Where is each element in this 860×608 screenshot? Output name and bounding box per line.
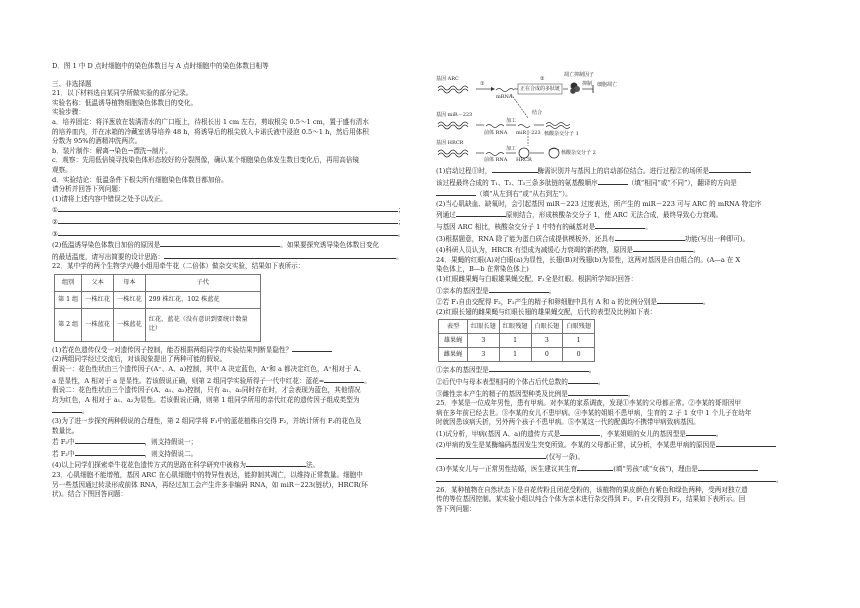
table-row <box>439 334 595 348</box>
table-header: 组别 <box>55 274 82 291</box>
answer-blank[interactable] <box>75 436 145 444</box>
hrcr-gene-label: 基因 HRCR <box>436 140 464 146</box>
table-header: 父本 <box>82 274 114 291</box>
q25-title: 25．李某是一位成年男性，患有甲病。对李某的家系调查，发现①李某的父母都正常。②李某的哥哥因甲 <box>436 399 742 408</box>
table-header: 红眼残翅 <box>499 320 531 334</box>
answer-blank[interactable] <box>456 209 506 217</box>
table-cell: 3 <box>468 334 500 348</box>
q22-line: (3)为了进一步探究两种假说的合理性，第 2 组同学将 F₁中的蓝花植株自交得 F₂，并统计所有 F₂的花色及 <box>52 417 362 426</box>
table-cell: 雄果蝇 <box>439 334 468 348</box>
answer-blank[interactable] <box>568 388 628 396</box>
q25-line: 。 <box>436 474 808 486</box>
q22-line: 假说一：花色性状由三个遗传因子(A⁺、A、a)控制，其中 A 决定蓝色，A⁺和 a 都决定红色，A⁺相对于 A、 <box>52 365 366 374</box>
q22-line: 假说二：花色性状由三个遗传因子(A、a₁、a₂)控制，只有 a₁、a₂同时存在时，才会表现为蓝色，其他情况 <box>52 386 361 395</box>
q24-line: ②若 F₁自由交配得 F₂，F₂产生的精子和卵细胞中具有 A 和 a 的比例分别是 。 <box>436 298 710 307</box>
step2-label: ② <box>540 76 545 82</box>
processing-label: 加工 <box>506 118 517 124</box>
q21-line: 实验名称：低温诱导植物细胞染色体数目的变化。 <box>52 98 198 107</box>
table-cell: 第 1 组 <box>55 291 82 308</box>
table-cell: 1 <box>499 334 531 348</box>
q22-line: (1)若花色遗传仅受一对遗传因子控制，能否根据两组同学的实验结果判断显隐性？ <box>52 344 428 356</box>
table-cell: 一株红花 <box>114 291 146 308</box>
answer-blank[interactable] <box>75 448 145 456</box>
table-cell: 一株红花 <box>82 291 114 308</box>
table-cell: 0 <box>531 348 563 362</box>
q21-line: a．培养固定：将洋葱放在装满清水的广口瓶上，待根长出 1 cm 左右，剪取根尖 0.5～1 cm，置于盛有清水 <box>52 117 369 126</box>
q24-line: (2)红眼长翅的雌果蝇与红眼长翅的雄果蝇交配，后代的表型及比例如下表： <box>436 307 657 316</box>
answer-blank[interactable] <box>492 165 538 173</box>
processing-label: 加工 <box>506 146 517 152</box>
table-cell: 雌果蝇 <box>439 348 468 362</box>
mir-gene-label: 基因 miR－223 <box>436 112 473 118</box>
answer-blank[interactable] <box>436 451 546 459</box>
q24-line: ①亲本的基因型是 。 <box>436 286 556 295</box>
q26-line: 答下列问题： <box>436 505 476 514</box>
table-row <box>55 308 261 341</box>
table-cell: 1 <box>563 334 595 348</box>
answer-blank[interactable] <box>164 251 396 259</box>
q23-line: 列通过 原则结合，形成核酸杂交分子 1，使 ARC 无法合成，最终导致心力衰竭。 <box>436 211 723 220</box>
precursor-rna-label: 前体 RNA <box>484 130 508 136</box>
answer-blank[interactable] <box>324 375 364 383</box>
answer-blank[interactable] <box>436 474 776 482</box>
table-header: 表型 <box>439 320 468 334</box>
answer-blank[interactable] <box>716 439 776 447</box>
q21-line: 分数为 95%的酒精冲洗两次。 <box>52 137 142 146</box>
precursor-rna-icon <box>486 125 504 128</box>
q23-line: (4)科研人员认为，HRCR 有望成为减缓心力衰竭的新药物，原因是 。 <box>436 246 700 255</box>
q22-title: 22．某中学的两个生物学兴趣小组用牵牛花（二倍体）做杂交实验，结果如下表所示： <box>52 262 305 271</box>
q23-line: (2)当心肌缺血、缺氧时，会引起基因 miR－223 过度表达，所产生的 miR－223 可与 ARC 的 mRNA 特定序 <box>436 199 762 208</box>
q21-line: 的最适温度，请写出简要的设计思路： 。 <box>52 252 403 261</box>
phenotype-table <box>438 319 595 362</box>
q25-line: (1)试分析，甲病(基因 A、a)的遗传方式是 ，李某姐姐的女儿的基因型是 。 <box>436 429 723 438</box>
precursor-rna-label: 前体 RNA <box>484 157 508 163</box>
table-cell: 3 <box>468 348 500 362</box>
table-header: 白眼残翅 <box>563 320 595 334</box>
table-header: 红眼长翅 <box>468 320 500 334</box>
q21-line: b．装片制作：解离→染色→漂洗→制片。 <box>52 146 172 155</box>
duplex1-label: 核酸杂交分子 1 <box>544 131 579 137</box>
answer-blank[interactable] <box>160 239 280 247</box>
q23-line: 该过程最终合成的 T₁、T₂、T₃三条多肽链的氨基酸顺序 （填“相同”或“不同”），翻译的方向是 <box>436 178 737 187</box>
q21-line: 的培养皿内，并在冰箱的冷藏室诱导培养 48 h，将诱导后的根尖放入卡诺氏液中浸泡 0.5～1 h，然后用体积 <box>52 127 369 136</box>
correction-2: ② ； <box>52 217 405 226</box>
duplex1-icon <box>546 123 570 126</box>
table-cell: 一株蓝花 <box>114 308 146 341</box>
answer-blank[interactable] <box>489 285 549 293</box>
answer-blank[interactable] <box>560 428 600 436</box>
q23-line: 另一些基因通过转录形成前体 RNA，再经过加工会产生许多非编码 RNA，如 miR－223(链状)，HRCR(环 <box>52 480 368 489</box>
q25-line: 病在多年前已经去世。③李某的女儿不患甲病。④李某的姐姐不患甲病，生育的 2 子 1 女中 1 个儿子在幼年 <box>436 408 752 417</box>
q22-line: a 是显性，A 相对于 a 是显性。若该假说正确，则第 2 组同学实验所得子一代中红花：蓝花= 。 <box>52 376 371 385</box>
q22-line: 。 <box>52 405 428 417</box>
table-cell: 第 2 组 <box>55 308 82 341</box>
q23-line: （填“从左到右”或“从右到左”）。 <box>436 188 808 200</box>
table-row <box>55 291 261 308</box>
answer-blank[interactable] <box>633 244 693 252</box>
answer-blank[interactable] <box>58 216 398 224</box>
mir-label: miR－223 <box>516 130 541 136</box>
answer-blank[interactable] <box>292 344 332 352</box>
q21-line: 观察。 <box>52 165 72 174</box>
mir-strand-icon <box>518 125 530 128</box>
q22-line: 若 F₂中 ，则支持假说一； <box>52 438 198 447</box>
answer-blank[interactable] <box>489 364 589 372</box>
option-d: D．图 1 中 D 点时细胞中的染色体数目与 A 点时细胞中的染色体数目相等 <box>52 62 269 70</box>
binding-line <box>511 94 528 118</box>
q24-line: 染色体上，B—b 在常染色体上) <box>436 265 529 274</box>
q22-line: (2)两组同学经过交流后，对该现象提出了两种可能的假说。 <box>52 355 227 364</box>
table-cell: 一株蓝花 <box>82 308 114 341</box>
table-cell: 1 <box>499 348 531 362</box>
q21-title: 21．以下材料选自某同学所做实验的部分记录。 <box>52 89 193 98</box>
correction-3: ③ 。 <box>52 229 405 238</box>
mrna-strand-icon <box>496 89 514 92</box>
answer-blank[interactable] <box>698 463 758 471</box>
left-column <box>52 62 428 500</box>
table-cell: 299 株红花，102 株蓝花 <box>145 291 260 308</box>
section-heading: 三、非选择题 <box>52 79 92 88</box>
table-cell: 0 <box>563 348 595 362</box>
answer-blank[interactable] <box>436 188 476 196</box>
table-cell: 3 <box>531 334 563 348</box>
q21-line: (2)低温诱导染色体数目加倍的原因是 。如果要探究诱导染色体数目变化 <box>52 241 380 250</box>
q25-line: (3)李某女儿与一正常男性结婚，医生建议其生育 (填“男孩”或“女孩”)，理由是 <box>436 463 808 475</box>
q23-line: 状)。结合下图回答问题： <box>52 490 128 499</box>
q26-title: 26．某种植物在自然状态下是自花传粉且闭花受粉的，该植物的果皮颜色有紫色和绿色两种，受两对独立遗 <box>436 485 748 494</box>
q24-title: 24．果蝇的红眼(A)对白眼(a)为显性，长翅(B)对残翅(b)为显性，这两对基因是自由组合的。(A—a 在 X <box>436 255 741 264</box>
q25-line: (仅写一条)。 <box>436 451 808 463</box>
q25-line: 时就因患该病夭折，另外两个孩子不患甲病。⑤李某这一代的配偶均不携带甲病致病基因。 <box>436 418 700 427</box>
table-header: 子代 <box>145 274 260 291</box>
table-row <box>439 348 595 362</box>
q23-line: (1)启动过程①时， 酶需识别并与基因上的启动部位结合。进行过程②的场所是 <box>436 165 808 177</box>
q22-line: 均为红色，A 相对于 a₁、a₂为显性。若该假说正确，则第 1 组同学所用的亲代红花的遗传因子组成类型为 <box>52 395 360 404</box>
table-header: 白眼长翅 <box>531 320 563 334</box>
answer-blank[interactable] <box>615 233 685 241</box>
table-header: 母本 <box>114 274 146 291</box>
q24-line: ②后代中与母本表型相同的个体占后代总数的 。 <box>436 377 605 386</box>
ribosome-label: 正在合成的多肽链 <box>520 86 561 92</box>
apoptosis-label: 细胞凋亡 <box>597 82 618 88</box>
q22-line: 数量比。 <box>52 426 79 435</box>
hrcr-label: HRCR <box>516 157 532 163</box>
q22-line: (4)以上同学们探索牵牛花花色遗传方式的思路在科学研究中被称为 法。 <box>52 461 320 470</box>
q26-line: 传的等位基因控制。某实验小组以纯合个体为亲本进行杂交得到 F₁，F₁自交得到 F₂，结果如下表所示。回 <box>436 495 746 504</box>
q21-line: c．观察：先用低倍镜寻找染色体形态较好的分裂图像，确认某个细胞染色体发生数目变化后，再用高倍镜 <box>52 156 360 165</box>
q25-line: (2)甲病的发生是某酶编码基因发生突变所致。李某的父母都正常，试分析，李某患甲病的原因是 <box>436 439 808 451</box>
answer-blank[interactable] <box>58 228 398 236</box>
correction-1: ① ； <box>52 206 405 215</box>
q23-title: 23．心肌细胞不能增殖，基因 ARC 在心肌细胞中的特异性表达，能抑制其凋亡，以维持正常数量。细胞中 <box>52 471 363 479</box>
answer-blank[interactable] <box>686 428 716 436</box>
q22-line: 若 F₂中 ，则支持假说二。 <box>52 449 198 458</box>
q23-line: (3)根据题意，RNA 除了能为蛋白质合成提供模板外，还具有 功能(写出一种即可)。 <box>436 234 750 243</box>
cross-table <box>54 274 261 342</box>
inhibitor-label: 凋亡抑制因子 <box>564 72 595 78</box>
answer-blank[interactable] <box>58 204 398 212</box>
duplex2-label: 核酸杂交分子 2 <box>561 150 596 156</box>
q24-line: ③雌性亲本产生的精子的基因型种类及比例是 。 <box>436 389 635 398</box>
mrna-label: mRNA <box>496 94 513 100</box>
q24-line: ①亲本的基因型是 。 <box>436 366 596 375</box>
right-column <box>436 70 808 515</box>
answer-blank[interactable] <box>568 376 598 384</box>
answer-blank[interactable] <box>598 177 628 185</box>
q21-line: (1)请将上述内容中错误之处予以改正。 <box>52 194 167 203</box>
answer-blank[interactable] <box>577 463 613 471</box>
step1-label: ① <box>480 81 485 87</box>
answer-blank[interactable] <box>657 296 703 304</box>
q21-line: d．实验结论：低温条件下根尖所有细胞染色体数目都加倍。 <box>52 175 228 184</box>
bind-label: 结合 <box>532 110 543 116</box>
arc-gene-label: 基因 ARC <box>436 76 459 82</box>
gene-expression-diagram <box>436 70 626 162</box>
answer-blank[interactable] <box>52 405 82 413</box>
q21-line: 实验步骤： <box>52 108 85 117</box>
answer-blank[interactable] <box>709 165 751 173</box>
table-header-row <box>439 320 595 334</box>
table-header-row <box>55 274 261 291</box>
answer-blank[interactable] <box>246 459 306 467</box>
q23-line: 与基因 ARC 相比，核酸杂交分子 1 中特有的碱基对是 。 <box>436 222 652 231</box>
q24-line: (1)红眼雌果蝇与白眼雄果蝇交配，F₁全是红眼。根据所学知识回答： <box>436 274 638 283</box>
answer-blank[interactable] <box>595 221 645 229</box>
inhibit-label: 抑制 <box>582 81 593 87</box>
q21-line: 请分析并回答下列问题： <box>52 185 125 194</box>
table-cell: 红花、蓝花（没有意识到要统计数量比） <box>145 308 260 341</box>
